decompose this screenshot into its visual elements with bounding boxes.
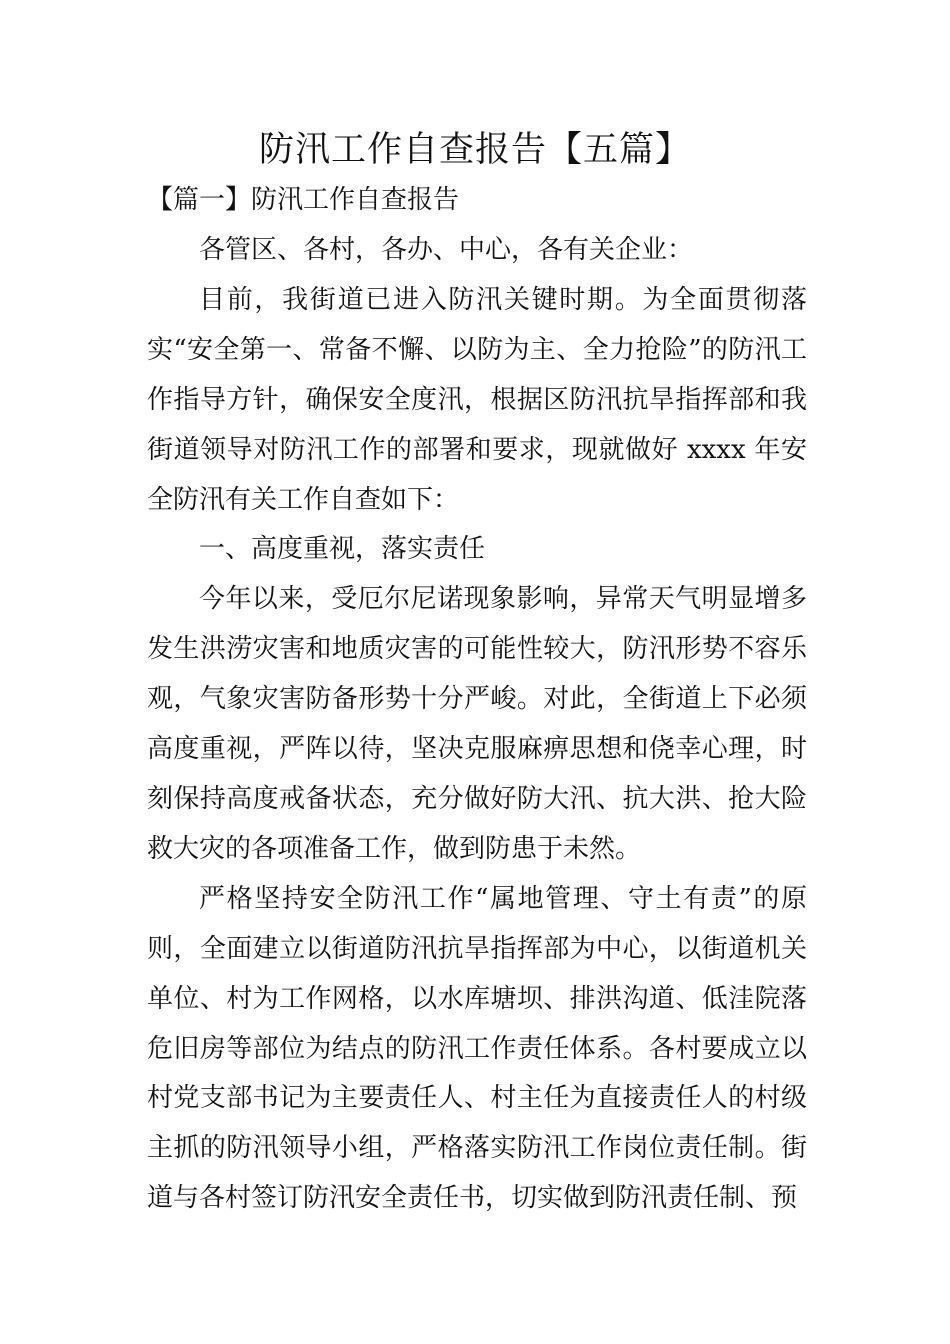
paragraph-principle: 严格坚持安全防汛工作“属地管理、守土有责”的原则，全面建立以街道防汛抗旱指挥部为中心，以街道机关单位、村为工作网格，以水库塘坝、排洪沟道、低洼院落危旧房等部位为结点的防汛工作责任体系。各村要成立以村党支部书记为主要责任人、村主任为直接责任人的村级主抓的防汛领导小组，严格落实防汛工作岗位责任制。街道与各村签订防汛安全责任书，切实做到防汛责任制、预	[147, 883, 807, 1214]
section-heading: 【篇一】防汛工作自查报告	[147, 185, 460, 215]
document-title: 防汛工作自查报告【五篇】	[258, 130, 691, 170]
paragraph-intro: 目前，我街道已进入防汛关键时期。为全面贯彻落实“安全第一、常备不懈、以防为主、全力抢险”的防汛工作指导方针，确保安全度汛，根据区防汛抗旱指挥部和我街道领导对防汛工作的部署和要求，现就做好 xxxx 年安全防汛有关工作自查如下：	[147, 284, 807, 515]
paragraph-situation: 今年以来，受厄尔尼诺现象影响，异常天气明显增多发生洪涝灾害和地质灾害的可能性较大，防汛形势不容乐观，气象灾害防备形势十分严峻。对此，全街道上下必须高度重视，严阵以待，坚决克服麻痹思想和侥幸心理，时刻保持高度戒备状态，充分做好防大汛、抗大洪、抢大险救大灾的各项准备工作，做到防患于未然。	[147, 584, 807, 864]
subheading-responsibility: 一、高度重视，落实责任	[199, 534, 486, 565]
salutation: 各管区、各村，各办、中心，各有关企业：	[199, 235, 694, 265]
document-body	[147, 226, 807, 1224]
